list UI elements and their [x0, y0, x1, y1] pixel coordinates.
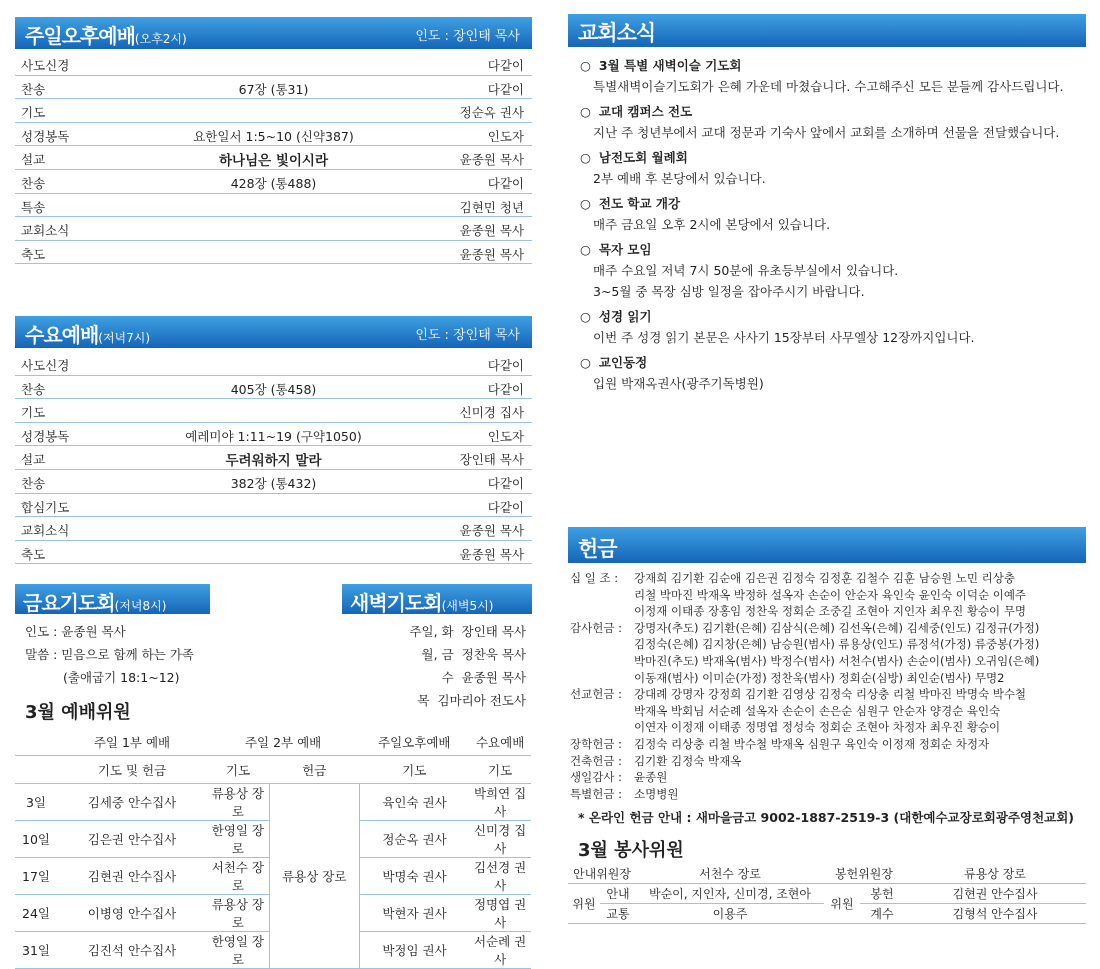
friday-title: 금요기도회(저녁8시)	[23, 591, 167, 615]
staff-head-service: 주일 2부 예배	[207, 728, 359, 756]
dawn-schedule	[340, 620, 526, 712]
order-row	[15, 194, 532, 218]
news-item-line: 특별새벽이슬기도회가 은혜 가운데 마쳤습니다. 수고해주신 모든 분들께 감사드립니다.	[593, 79, 1064, 94]
staff-first-service: 김세중 안수집사	[57, 784, 207, 821]
order-person: 윤종원 목사	[459, 246, 524, 262]
offering-names	[634, 786, 1085, 803]
afternoon-leader: 인도 : 장인태 목사	[415, 29, 520, 44]
dawn-day: 주일, 화	[409, 624, 454, 639]
order-row	[15, 352, 532, 376]
offering-list	[570, 570, 1085, 802]
order-person: 다같이	[487, 475, 524, 491]
offering-line: 강재희 김기환 김순애 김은권 김정숙 김정훈 김철수 김훈 남승원 노민 리상충	[634, 571, 1015, 585]
offering-line: 박재옥 박회님 서순례 설옥자 손순이 손은순 심원구 안순자 양경순 육인숙	[634, 703, 1001, 718]
offering-group	[570, 686, 1085, 736]
order-content: 67장 (통31)	[238, 81, 309, 97]
staff-second-offering: 류용상 장로	[269, 784, 359, 969]
order-content: 요한일서 1:5~10 (신약387)	[193, 128, 354, 144]
offering-names	[634, 570, 1085, 620]
news-item-title	[580, 193, 1085, 214]
order-person: 다같이	[487, 175, 524, 191]
order-row	[15, 399, 532, 423]
news-item-title	[580, 101, 1085, 122]
order-person: 윤종원 목사	[459, 523, 524, 539]
dawn-person: 정찬욱 목사	[461, 647, 526, 662]
news-list	[580, 55, 1085, 398]
wednesday-title: 수요예배(저녁7시)	[25, 323, 151, 347]
staff-head-role: 기도	[207, 756, 269, 784]
news-item	[580, 193, 1085, 235]
guide-role: 안내	[600, 884, 636, 904]
order-person: 다같이	[487, 499, 524, 515]
staff-head-service: 주일 1부 예배	[57, 728, 207, 756]
order-row	[15, 494, 532, 518]
guide-head-person: 서천수 장로	[636, 864, 824, 884]
order-item: 합심기도	[21, 499, 70, 515]
news-item	[580, 147, 1085, 189]
count-role: 계수	[860, 904, 904, 924]
afternoon-title: 주일오후예배(오후2시)	[25, 24, 187, 48]
news-item	[580, 352, 1085, 394]
order-item: 성경봉독	[21, 128, 70, 144]
wednesday-order	[15, 352, 532, 564]
dawn-person: 장인태 목사	[461, 624, 526, 639]
news-item-title	[580, 306, 1085, 327]
worship-staff-table	[15, 728, 531, 969]
order-row	[15, 76, 532, 100]
order-person: 신미경 집사	[459, 405, 524, 421]
offering-header	[568, 527, 1086, 563]
dawn-row	[340, 620, 526, 643]
staff-date: 31일	[15, 932, 57, 969]
order-person: 다같이	[487, 81, 524, 97]
service-staff-title: 3월 봉사위원	[578, 840, 684, 861]
staff-wednesday-prayer: 서순례 권사	[469, 932, 531, 969]
offering-group	[570, 570, 1085, 620]
dawn-day: 월, 금	[421, 647, 454, 662]
staff-head-row-2	[15, 756, 531, 784]
order-person: 다같이	[487, 358, 524, 373]
news-item	[580, 239, 1085, 302]
staff-head-role: 헌금	[269, 756, 359, 784]
order-item: 성경봉독	[21, 428, 70, 444]
staff-afternoon-prayer: 육인숙 권사	[359, 784, 469, 821]
order-item: 교회소식	[21, 523, 70, 539]
staff-afternoon-prayer: 박현자 권사	[359, 895, 469, 932]
order-person: 인도자	[487, 128, 524, 144]
offering-group	[570, 753, 1085, 770]
staff-afternoon-prayer: 정순옥 권사	[359, 821, 469, 858]
staff-wednesday-prayer: 박희연 집사	[469, 784, 531, 821]
traffic-person: 이용주	[636, 904, 824, 924]
offering-names	[634, 620, 1085, 686]
news-item-heading: 남전도회 월례회	[598, 150, 688, 165]
wednesday-header	[15, 316, 532, 348]
staff-first-service: 이병영 안수집사	[57, 895, 207, 932]
bullet-icon: ○	[580, 242, 591, 257]
dawn-row	[340, 689, 526, 712]
staff-wednesday-prayer: 신미경 집사	[469, 821, 531, 858]
order-row	[15, 99, 532, 123]
order-content: 382장 (통432)	[230, 475, 317, 491]
offering-line: 김기환 김정숙 박재옥	[634, 753, 742, 768]
staff-head-service: 주일오후예배	[359, 728, 469, 756]
order-content: 405장 (통458)	[230, 381, 317, 397]
news-header	[568, 14, 1086, 47]
offering-label: 건축헌금 :	[570, 753, 622, 768]
offering-names	[634, 769, 1085, 786]
offering-label: 십 일 조 :	[570, 571, 619, 585]
committee-label-right: 위원	[824, 884, 860, 924]
afternoon-order	[15, 52, 532, 264]
staff-date: 24일	[15, 895, 57, 932]
offering-names	[634, 753, 1085, 770]
count-person: 김형석 안수집사	[904, 904, 1086, 924]
offering-group	[570, 620, 1085, 686]
order-item: 찬송	[21, 475, 46, 491]
order-content: 예레미야 1:11~19 (구약1050)	[185, 428, 362, 444]
order-item: 축도	[21, 246, 46, 262]
offering-names	[634, 736, 1085, 753]
offering-group	[570, 769, 1085, 786]
offering-line: 윤종원	[634, 770, 668, 785]
order-item: 기도	[21, 405, 46, 421]
order-item: 설교	[21, 152, 46, 168]
offering-role: 봉헌	[860, 884, 904, 904]
friday-message: 말씀 : 믿음으로 함께 하는 가족	[25, 647, 194, 662]
news-item-heading: 성경 읽기	[598, 309, 652, 324]
news-item-title	[580, 239, 1085, 260]
staff-afternoon-prayer: 박정임 권사	[359, 932, 469, 969]
news-title: 교회소식	[578, 21, 656, 45]
staff-head-role: 기도	[359, 756, 469, 784]
offering-line: 이동재(범사) 이미순(가정) 정찬욱(범사) 정회순(심방) 최인순(범사) 무명2	[634, 670, 1005, 685]
wednesday-leader: 인도 : 장인태 목사	[415, 328, 520, 343]
friday-scripture: (출애굽기 18:1~12)	[63, 670, 180, 685]
order-person: 윤종원 목사	[459, 152, 524, 168]
dawn-person: 윤종원 목사	[461, 670, 526, 685]
news-item-heading: 전도 학교 개강	[598, 196, 681, 211]
news-item	[580, 55, 1085, 97]
offering-head: 봉헌위원장	[824, 864, 904, 884]
dawn-row	[340, 643, 526, 666]
bullet-icon: ○	[580, 196, 591, 211]
staff-second-prayer: 서천수 장로	[207, 858, 269, 895]
order-person: 인도자	[487, 428, 524, 444]
staff-second-prayer: 류용상 장로	[207, 784, 269, 821]
news-item-line: 이번 주 성경 읽기 본문은 사사기 15장부터 사무엘상 12장까지입니다.	[593, 330, 975, 345]
order-row	[15, 241, 532, 265]
offering-line: 이연자 이정재 이태종 정명엽 정성숙 정회순 조현아 차정자 최우진 황승이	[634, 720, 1001, 735]
friday-leader: 인도 : 윤종원 목사	[25, 624, 126, 639]
staff-date: 10일	[15, 821, 57, 858]
offering-line: 김정숙(은혜) 김지창(은혜) 남승원(범사) 류용상(인도) 류정석(가정) 류중봉(가정)	[634, 637, 1040, 652]
order-content: 두려워하지 말라	[225, 453, 322, 470]
committee-label-left: 위원	[568, 884, 600, 924]
order-person: 장인태 목사	[459, 452, 524, 468]
offering-label: 생일감사 :	[570, 770, 622, 785]
order-row	[15, 517, 532, 541]
offering-line: 강명자(추도) 김기환(은혜) 김삼식(은혜) 김선옥(은혜) 김세중(인도) 김정규(가정)	[634, 620, 1040, 635]
news-item-heading: 목자 모임	[598, 242, 652, 257]
guide-head: 안내위원장	[568, 864, 636, 884]
bullet-icon: ○	[580, 150, 591, 165]
dawn-header	[342, 584, 532, 614]
order-content: 하나님은 빛이시라	[218, 153, 329, 170]
online-offering-notice: * 온라인 헌금 안내 : 새마을금고 9002-1887-2519-3 (대한예수교장로회광주영천교회)	[578, 810, 1075, 825]
order-row	[15, 170, 532, 194]
order-person: 윤종원 목사	[459, 223, 524, 239]
staff-wednesday-prayer: 정명엽 권사	[469, 895, 531, 932]
staff-row	[15, 784, 531, 821]
news-item-line: 3~5월 중 목장 심방 일정을 잡아주시기 바랍니다.	[593, 284, 865, 299]
staff-first-service: 김은권 안수집사	[57, 821, 207, 858]
news-item-heading: 교인동정	[598, 355, 648, 370]
offering-label: 선교헌금 :	[570, 687, 622, 702]
news-item-title	[580, 352, 1085, 373]
order-row	[15, 123, 532, 147]
offering-line: 박마진(추도) 박재옥(범사) 박정수(범사) 서천수(범사) 손순이(범사) 오귀임(은혜)	[634, 653, 1040, 668]
friday-info	[25, 620, 194, 689]
order-row	[15, 217, 532, 241]
staff-second-prayer: 류용상 장로	[207, 895, 269, 932]
staff-afternoon-prayer: 박명숙 권사	[359, 858, 469, 895]
offering-head-person: 류용상 장로	[904, 864, 1086, 884]
order-person: 다같이	[487, 58, 524, 73]
order-item: 축도	[21, 546, 46, 562]
bullet-icon: ○	[580, 355, 591, 370]
staff-head-row-1	[15, 728, 531, 756]
offering-line: 이정재 이태종 장홍임 정찬욱 정회순 조중길 조현아 지인자 최우진 황승이 무명	[634, 604, 1027, 619]
guide-people: 박순이, 지인자, 신미경, 조현아	[636, 884, 824, 904]
news-item-line: 매주 금요일 오후 2시에 본당에서 있습니다.	[593, 217, 831, 232]
bullet-icon: ○	[580, 104, 591, 119]
order-item: 찬송	[21, 175, 46, 191]
offering-group	[570, 786, 1085, 803]
news-item-title	[580, 55, 1085, 76]
news-item-line: 입원 박재옥권사(광주기독병원)	[593, 376, 764, 391]
staff-first-service: 김진석 안수집사	[57, 932, 207, 969]
offering-person: 김현권 안수집사	[904, 884, 1086, 904]
offering-line: 소명병원	[634, 786, 679, 801]
staff-head-role: 기도 및 헌금	[57, 756, 207, 784]
news-item-heading: 3월 특별 새벽이슬 기도회	[598, 58, 742, 73]
dawn-title: 새벽기도회(새벽5시)	[350, 591, 494, 615]
dawn-day: 수	[441, 670, 454, 685]
order-item: 찬송	[21, 381, 46, 397]
order-person: 김현민 청년	[459, 199, 524, 215]
bullet-icon: ○	[580, 309, 591, 324]
offering-line: 김정숙 리상충 리철 박수철 박재옥 심원구 육인숙 이정재 정회순 차정자	[634, 736, 990, 751]
staff-head-service: 수요예배	[469, 728, 531, 756]
offering-group	[570, 736, 1085, 753]
order-item: 설교	[21, 452, 46, 468]
staff-wednesday-prayer: 김선경 권사	[469, 858, 531, 895]
order-content: 428장 (통488)	[230, 175, 317, 191]
order-row	[15, 446, 532, 470]
order-person: 다같이	[487, 381, 524, 397]
order-item: 교회소식	[21, 223, 70, 239]
service-staff-table	[568, 864, 1086, 924]
order-item: 사도신경	[21, 358, 70, 373]
order-row	[15, 470, 532, 494]
news-item-line: 지난 주 청년부에서 교대 정문과 기숙사 앞에서 교회를 소개하며 선물을 전달했습니다.	[593, 125, 1060, 140]
offering-label: 장학헌금 :	[570, 736, 622, 751]
staff-second-prayer: 한영일 장로	[207, 932, 269, 969]
order-row	[15, 541, 532, 565]
order-item: 특송	[21, 199, 46, 215]
traffic-role: 교통	[600, 904, 636, 924]
offering-label: 특별헌금 :	[570, 786, 622, 801]
news-item-heading: 교대 캠퍼스 전도	[598, 104, 693, 119]
staff-date: 3일	[15, 784, 57, 821]
order-person: 정순옥 권사	[459, 105, 524, 121]
news-item	[580, 101, 1085, 143]
offering-line: 강대례 강명자 강정희 김기환 김영상 김정숙 리상충 리철 박마진 박명숙 박수철	[634, 687, 1027, 702]
offering-title: 헌금	[578, 537, 617, 561]
offering-label: 감사헌금 :	[570, 620, 622, 635]
afternoon-header	[15, 17, 532, 49]
news-item-title	[580, 147, 1085, 168]
staff-date: 17일	[15, 858, 57, 895]
dawn-person: 김마리아 전도사	[437, 693, 526, 708]
worship-staff-title: 3월 예배위원	[25, 702, 131, 723]
order-person: 윤종원 목사	[459, 546, 524, 562]
offering-line: 리철 박마진 박재옥 박정하 설옥자 손순이 안순자 육인숙 윤인숙 이덕순 이예주	[634, 587, 1027, 602]
friday-header	[15, 584, 210, 614]
order-item: 찬송	[21, 81, 46, 97]
dawn-row	[340, 666, 526, 689]
news-item-line: 2부 예배 후 본당에서 있습니다.	[593, 171, 766, 186]
staff-head-role: 기도	[469, 756, 531, 784]
news-item-line: 매주 수요일 저녁 7시 50분에 유초등부실에서 있습니다.	[593, 263, 899, 278]
order-row	[15, 146, 532, 170]
staff-first-service: 김현권 안수집사	[57, 858, 207, 895]
order-item: 사도신경	[21, 58, 70, 73]
bullet-icon: ○	[580, 58, 591, 73]
order-row	[15, 423, 532, 447]
news-item	[580, 306, 1085, 348]
offering-names	[634, 686, 1085, 736]
dawn-day: 목	[417, 693, 430, 708]
staff-second-prayer: 한영일 장로	[207, 821, 269, 858]
order-item: 기도	[21, 105, 46, 121]
order-row	[15, 52, 532, 76]
order-row	[15, 376, 532, 400]
